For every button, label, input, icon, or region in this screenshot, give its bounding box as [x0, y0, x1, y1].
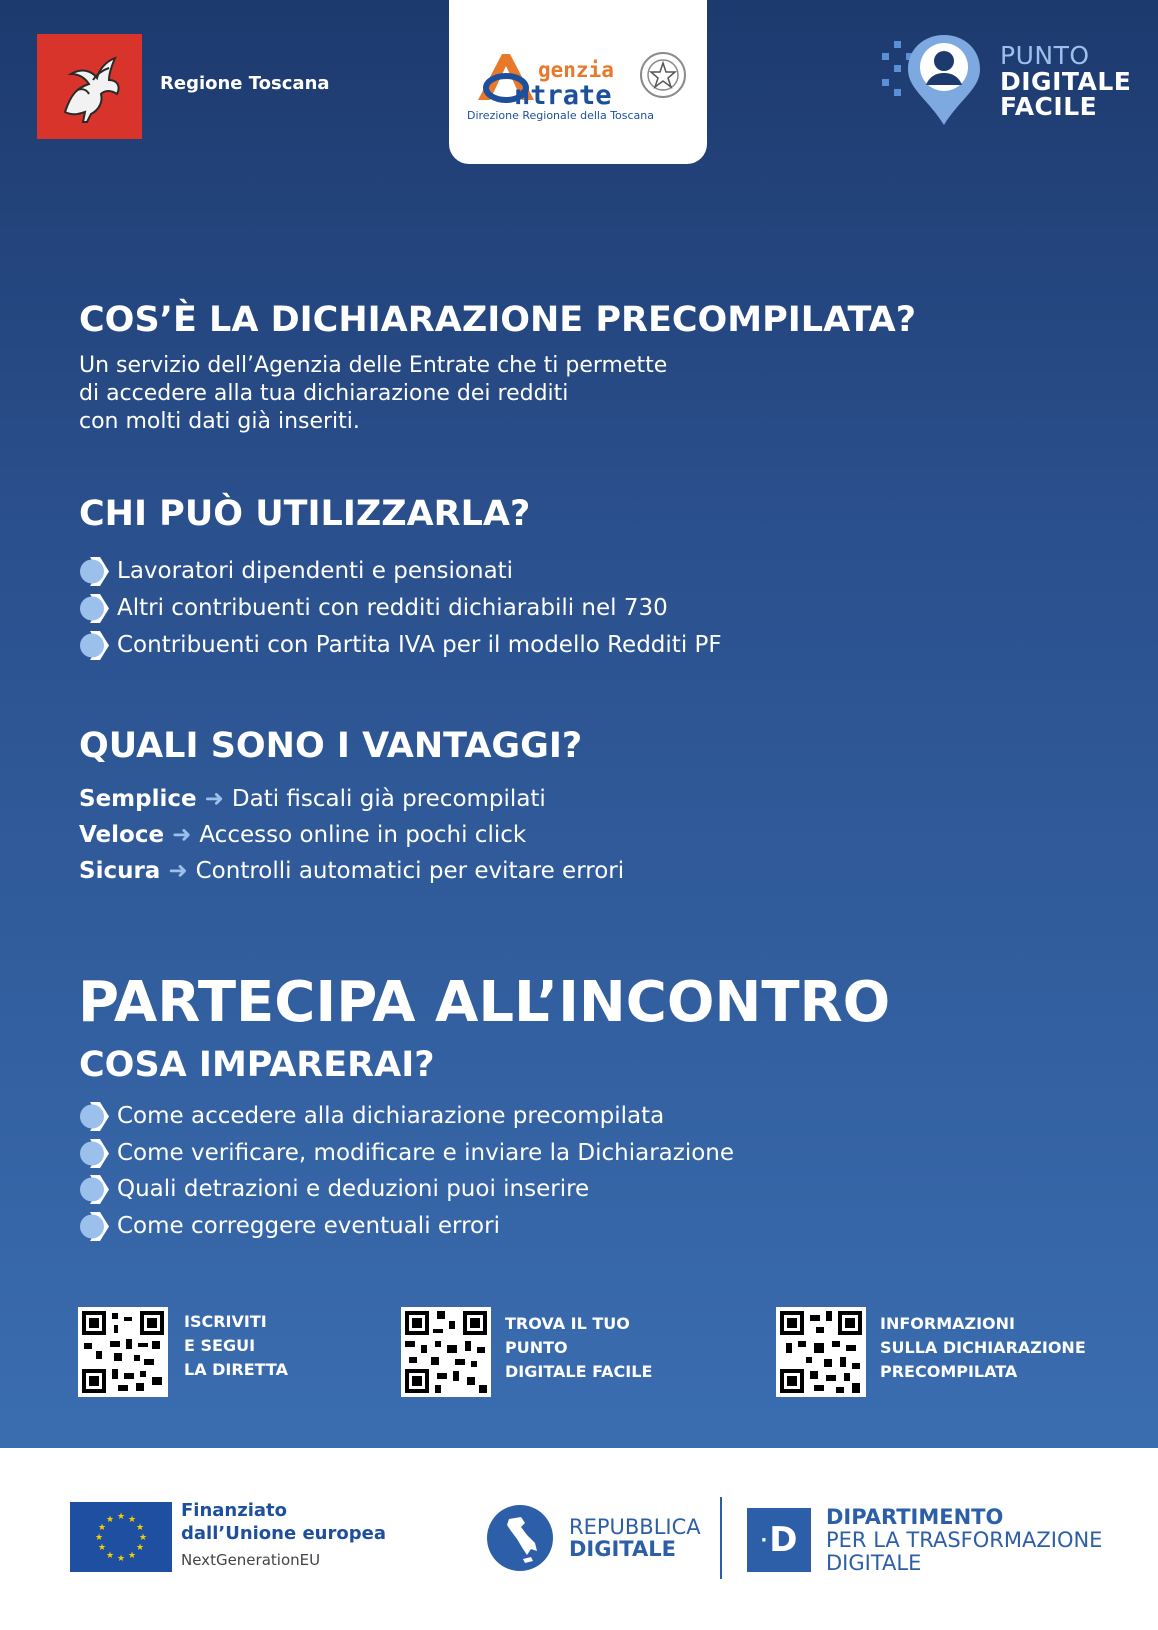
svg-text:★: ★ — [127, 1515, 137, 1525]
list-item — [78, 1173, 589, 1205]
section-title-cosa-imparerai: COSA IMPARERAI? — [79, 1045, 435, 1085]
dtd-dot-icon: · — [760, 1529, 768, 1551]
bullet-chevron-icon — [78, 1100, 111, 1133]
advantage-row — [79, 786, 546, 812]
qr-code-trova-punto[interactable] — [401, 1307, 491, 1397]
intro-line: di accedere alla tua dichiarazione dei redditi — [79, 381, 569, 406]
list-item — [78, 592, 668, 624]
qr-code-icon — [401, 1307, 491, 1397]
qr-label-line: PUNTO — [505, 1338, 568, 1357]
advantage-row — [79, 858, 624, 884]
digitale-label: DIGITALE — [1000, 67, 1132, 96]
list-item — [78, 629, 722, 661]
list-item — [78, 1210, 500, 1242]
qr-label-line: INFORMAZIONI — [880, 1314, 1015, 1333]
qr-label-line: ISCRIVITI — [184, 1312, 267, 1331]
emblem-icon — [638, 50, 688, 100]
bullet-chevron-icon — [78, 1137, 111, 1170]
advantage-row — [79, 822, 526, 848]
facile-label: FACILE — [1000, 92, 1098, 121]
advantage-term: Sicura — [79, 858, 161, 884]
punto-label: PUNTO — [1000, 41, 1090, 70]
section-title-vantaggi: QUALI SONO I VANTAGGI? — [79, 726, 583, 766]
list-item — [78, 1100, 664, 1132]
eu-flag-logo — [70, 1502, 172, 1572]
list-item-text: Quali detrazioni e deduzioni puoi inserire — [117, 1176, 590, 1202]
advantage-desc: Dati fiscali già precompilati — [231, 786, 546, 812]
qr-label-line: TROVA IL TUO — [505, 1314, 630, 1333]
section-title-cos-e: COS’È LA DICHIARAZIONE PRECOMPILATA? — [79, 300, 917, 340]
list-item-text: Come verificare, modificare e inviare la Dichiarazione — [117, 1140, 735, 1166]
qr-label-trova-punto — [505, 1312, 652, 1384]
svg-text:★: ★ — [105, 1551, 115, 1561]
bullet-chevron-icon — [78, 629, 111, 662]
section-intro-text — [79, 352, 667, 436]
svg-text:★: ★ — [97, 1543, 107, 1553]
list-item — [78, 1137, 734, 1169]
advantage-desc: Accesso online in pochi click — [199, 822, 527, 848]
bullet-chevron-icon — [78, 555, 111, 588]
svg-text:★: ★ — [116, 1512, 126, 1522]
list-item-text: Come correggere eventuali errori — [117, 1213, 500, 1239]
qr-label-line: E SEGUI — [184, 1336, 256, 1355]
qr-label-line: DIGITALE FACILE — [505, 1362, 653, 1381]
repubblica-label: REPUBBLICA — [569, 1515, 701, 1539]
digitale-label: DIGITALE — [569, 1537, 676, 1561]
section-title-chi-puo: CHI PUÒ UTILIZZARLA? — [79, 494, 531, 534]
italy-icon — [487, 1505, 553, 1571]
svg-text:★: ★ — [127, 1551, 137, 1561]
qr-label-line: PRECOMPILATA — [880, 1362, 1018, 1381]
bullet-chevron-icon — [78, 592, 111, 625]
svg-text:★: ★ — [116, 1554, 126, 1564]
dipartimento-line1: DIPARTIMENTO — [826, 1505, 1004, 1529]
repubblica-digitale-logo — [487, 1505, 553, 1571]
next-generation-eu-label: NextGenerationEU — [181, 1551, 321, 1569]
qr-label-informazioni — [880, 1312, 1086, 1384]
list-item-text: Lavoratori dipendenti e pensionati — [117, 558, 514, 584]
punto-digitale-facile-pin-icon — [880, 33, 990, 128]
qr-label-iscriviti — [184, 1310, 288, 1382]
eu-funded-line2: dall’Unione europea — [181, 1523, 386, 1544]
pegasus-icon — [37, 34, 142, 139]
list-item-text: Contribuenti con Partita IVA per il modello Redditi PF — [117, 632, 722, 658]
list-item — [78, 555, 513, 587]
dipartimento-line3: DIGITALE — [826, 1551, 922, 1575]
svg-text:★: ★ — [97, 1523, 107, 1533]
footer-divider — [720, 1497, 722, 1579]
eu-funded-line1: Finanziato — [181, 1500, 288, 1521]
dtd-letter: D — [769, 1520, 798, 1560]
bullet-chevron-icon — [78, 1173, 111, 1206]
qr-label-line: LA DIRETTA — [184, 1360, 288, 1379]
dipartimento-line2: PER LA TRASFORMAZIONE — [826, 1528, 1103, 1552]
arrow-right-icon: ➜ — [204, 786, 224, 812]
list-item-text: Come accedere alla dichiarazione precompilata — [117, 1103, 665, 1129]
regione-toscana-label: Regione Toscana — [160, 73, 330, 94]
intro-line: Un servizio dell’Agenzia delle Entrate che ti permette — [79, 353, 668, 378]
eu-stars-icon — [70, 1502, 172, 1572]
svg-text:★: ★ — [105, 1515, 115, 1525]
svg-text:★: ★ — [94, 1533, 104, 1543]
agenzia-subtitle: Direzione Regionale della Toscana — [467, 109, 654, 122]
advantage-desc: Controlli automatici per evitare errori — [195, 858, 625, 884]
bullet-chevron-icon — [78, 1210, 111, 1243]
svg-text:★: ★ — [135, 1523, 145, 1533]
svg-text:★: ★ — [138, 1533, 148, 1543]
qr-label-line: SULLA DICHIARAZIONE — [880, 1338, 1086, 1357]
list-item-text: Altri contribuenti con redditi dichiarabili nel 730 — [117, 595, 668, 621]
qr-code-iscriviti[interactable] — [78, 1307, 168, 1397]
entrate-word: ntrate — [514, 80, 612, 111]
dipartimento-logo — [747, 1508, 811, 1572]
partecipa-heading: PARTECIPA ALL’INCONTRO — [78, 970, 891, 1035]
arrow-right-icon: ➜ — [172, 822, 192, 848]
qr-code-icon — [776, 1307, 866, 1397]
qr-code-informazioni[interactable] — [776, 1307, 866, 1397]
intro-line: con molti dati già inseriti. — [79, 409, 360, 434]
advantage-term: Semplice — [79, 786, 197, 812]
qr-code-icon — [78, 1307, 168, 1397]
svg-text:★: ★ — [135, 1543, 145, 1553]
regione-toscana-logo — [37, 34, 142, 139]
agenzia-word: genzia — [538, 58, 614, 82]
arrow-right-icon: ➜ — [168, 858, 188, 884]
advantage-term: Veloce — [79, 822, 165, 848]
